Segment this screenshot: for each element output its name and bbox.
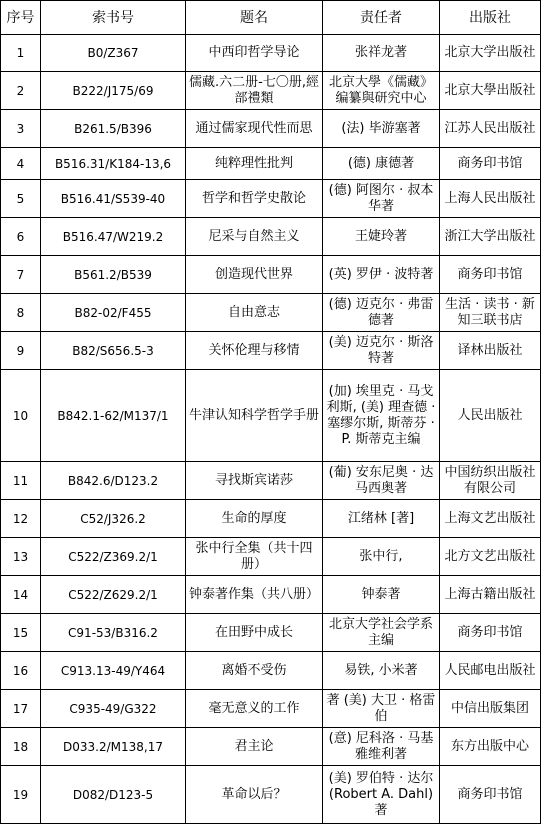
cell-call-number: B842.1-62/M137/1 (41, 370, 186, 462)
cell-publisher: 商务印书馆 (440, 148, 541, 180)
cell-responsibility: (德) 康德著 (323, 148, 440, 180)
header-responsibility: 责任者 (323, 1, 440, 35)
cell-title: 中西印哲学导论 (186, 35, 323, 72)
cell-publisher: 商务印书馆 (440, 766, 541, 824)
table-row (1, 294, 541, 332)
cell-call-number: B516.47/W219.2 (41, 218, 186, 256)
cell-seq: 7 (1, 256, 41, 294)
cell-responsibility: 张祥龙著 (323, 35, 440, 72)
cell-publisher: 人民邮电出版社 (440, 652, 541, 690)
cell-responsibility: (加) 埃里克 · 马戈利斯, (美) 理查德 · 塞缪尔斯, 斯蒂芬 · P. 斯蒂克主编 (323, 370, 440, 462)
cell-publisher: 译林出版社 (440, 332, 541, 370)
cell-seq: 15 (1, 614, 41, 652)
cell-call-number: B516.31/K184-13,6 (41, 148, 186, 180)
cell-seq: 3 (1, 110, 41, 148)
table-row (1, 652, 541, 690)
header-seq: 序号 (1, 1, 41, 35)
table-row (1, 148, 541, 180)
table-row (1, 332, 541, 370)
table-row (1, 728, 541, 766)
cell-seq: 9 (1, 332, 41, 370)
header-call-number: 索书号 (41, 1, 186, 35)
cell-publisher: 东方出版中心 (440, 728, 541, 766)
cell-call-number: B261.5/B396 (41, 110, 186, 148)
cell-call-number: B82-02/F455 (41, 294, 186, 332)
table-row (1, 218, 541, 256)
cell-publisher: 中国纺织出版社有限公司 (440, 462, 541, 500)
cell-seq: 1 (1, 35, 41, 72)
cell-call-number: B0/Z367 (41, 35, 186, 72)
cell-call-number: B842.6/D123.2 (41, 462, 186, 500)
cell-publisher: 商务印书馆 (440, 256, 541, 294)
cell-responsibility: (意) 尼科洛 · 马基雅维利著 (323, 728, 440, 766)
cell-responsibility: 钟泰著 (323, 576, 440, 614)
table-row (1, 110, 541, 148)
table-row (1, 614, 541, 652)
cell-seq: 12 (1, 500, 41, 538)
cell-seq: 4 (1, 148, 41, 180)
header-row (1, 1, 541, 35)
cell-call-number: C935-49/G322 (41, 690, 186, 728)
cell-publisher: 中信出版集团 (440, 690, 541, 728)
cell-publisher: 浙江大学出版社 (440, 218, 541, 256)
cell-call-number: C913.13-49/Y464 (41, 652, 186, 690)
cell-seq: 2 (1, 72, 41, 110)
cell-publisher: 生活 · 读书 · 新知三联书店 (440, 294, 541, 332)
header-title: 题名 (186, 1, 323, 35)
cell-title: 尼采与自然主义 (186, 218, 323, 256)
cell-title: 自由意志 (186, 294, 323, 332)
cell-title: 儒藏.六二册-七〇册,經部禮類 (186, 72, 323, 110)
cell-responsibility: (葡) 安东尼奥 · 达马西奥著 (323, 462, 440, 500)
cell-title: 关怀伦理与移情 (186, 332, 323, 370)
cell-publisher: 北京大學出版社 (440, 72, 541, 110)
cell-call-number: C91-53/B316.2 (41, 614, 186, 652)
cell-call-number: C52/J326.2 (41, 500, 186, 538)
cell-seq: 19 (1, 766, 41, 824)
cell-responsibility: (法) 毕游塞著 (323, 110, 440, 148)
cell-publisher: 北京大学出版社 (440, 35, 541, 72)
cell-call-number: C522/Z629.2/1 (41, 576, 186, 614)
table-row (1, 256, 541, 294)
cell-call-number: C522/Z369.2/1 (41, 538, 186, 576)
cell-publisher: 上海文艺出版社 (440, 500, 541, 538)
cell-responsibility: 著 (美) 大卫 · 格雷伯 (323, 690, 440, 728)
table-row (1, 690, 541, 728)
cell-responsibility: 王婕玲著 (323, 218, 440, 256)
cell-seq: 13 (1, 538, 41, 576)
cell-publisher: 北方文艺出版社 (440, 538, 541, 576)
cell-call-number: D082/D123-5 (41, 766, 186, 824)
cell-seq: 6 (1, 218, 41, 256)
table-row (1, 462, 541, 500)
cell-responsibility: (德) 阿图尔 · 叔本华著 (323, 180, 440, 218)
cell-call-number: B516.41/S539-40 (41, 180, 186, 218)
cell-title: 革命以后？ (186, 766, 323, 824)
cell-seq: 8 (1, 294, 41, 332)
cell-seq: 5 (1, 180, 41, 218)
cell-seq: 14 (1, 576, 41, 614)
cell-responsibility: 江绪林 [著] (323, 500, 440, 538)
cell-title: 牛津认知科学哲学手册 (186, 370, 323, 462)
cell-responsibility: 北京大学社会学系主编 (323, 614, 440, 652)
cell-title: 创造现代世界 (186, 256, 323, 294)
cell-responsibility: (美) 迈克尔 · 斯洛特著 (323, 332, 440, 370)
cell-responsibility: (英) 罗伊 · 波特著 (323, 256, 440, 294)
cell-title: 纯粹理性批判 (186, 148, 323, 180)
cell-call-number: B82/S656.5-3 (41, 332, 186, 370)
cell-seq: 11 (1, 462, 41, 500)
cell-seq: 10 (1, 370, 41, 462)
cell-responsibility: 易铁, 小米著 (323, 652, 440, 690)
cell-title: 钟泰著作集（共八册） (186, 576, 323, 614)
cell-publisher: 上海古籍出版社 (440, 576, 541, 614)
cell-title: 生命的厚度 (186, 500, 323, 538)
cell-title: 张中行全集（共十四册） (186, 538, 323, 576)
cell-publisher: 上海人民出版社 (440, 180, 541, 218)
table-row (1, 576, 541, 614)
cell-title: 君主论 (186, 728, 323, 766)
cell-publisher: 商务印书馆 (440, 614, 541, 652)
cell-call-number: D033.2/M138,17 (41, 728, 186, 766)
cell-title: 在田野中成长 (186, 614, 323, 652)
table-row (1, 180, 541, 218)
cell-responsibility: (德) 迈克尔 · 弗雷德著 (323, 294, 440, 332)
cell-publisher: 江苏人民出版社 (440, 110, 541, 148)
cell-responsibility: 张中行, (323, 538, 440, 576)
cell-title: 离婚不受伤 (186, 652, 323, 690)
cell-call-number: B561.2/B539 (41, 256, 186, 294)
header-publisher: 出版社 (440, 1, 541, 35)
cell-title: 通过儒家现代性而思 (186, 110, 323, 148)
cell-responsibility: (美) 罗伯特 · 达尔(Robert A. Dahl)著 (323, 766, 440, 824)
cell-publisher: 人民出版社 (440, 370, 541, 462)
cell-call-number: B222/J175/69 (41, 72, 186, 110)
cell-title: 毫无意义的工作 (186, 690, 323, 728)
cell-title: 寻找斯宾诺莎 (186, 462, 323, 500)
cell-seq: 16 (1, 652, 41, 690)
table-row (1, 370, 541, 462)
cell-title: 哲学和哲学史散论 (186, 180, 323, 218)
cell-seq: 17 (1, 690, 41, 728)
table-row (1, 538, 541, 576)
table-row (1, 35, 541, 72)
table-row (1, 72, 541, 110)
cell-seq: 18 (1, 728, 41, 766)
table-row (1, 500, 541, 538)
table-row (1, 766, 541, 824)
cell-responsibility: 北京大學《儒藏》编纂與研究中心 (323, 72, 440, 110)
